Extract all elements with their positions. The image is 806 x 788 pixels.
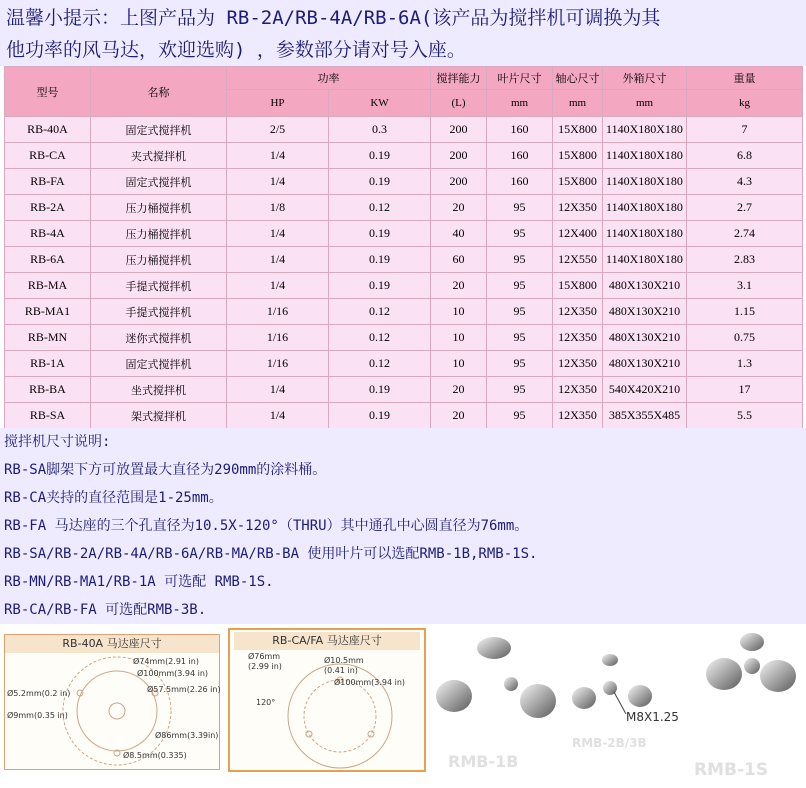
cell-model: RB-BA	[5, 377, 91, 403]
unit-box: mm	[603, 90, 687, 117]
cell-weight: 3.1	[687, 273, 803, 299]
cell-weight: 1.3	[687, 351, 803, 377]
table-row	[5, 195, 803, 221]
cell-weight: 5.5	[687, 403, 803, 429]
diagram-title: RB-CA/FA 马达座尺寸	[234, 632, 420, 650]
notice-line-1: 温馨小提示：上图产品为 RB-2A/RB-4A/RB-6A(该产品为搅拌机可调换为其	[6, 7, 661, 29]
cell-kw: 0.19	[329, 169, 431, 195]
cell-model: RB-MA	[5, 273, 91, 299]
cell-hp: 2/5	[227, 117, 329, 143]
cell-capacity: 10	[431, 325, 487, 351]
cell-hp: 1/8	[227, 195, 329, 221]
notice-line-2: 他功率的风马达，欢迎选购) ，参数部分请对号入座。	[6, 39, 466, 61]
notes-heading: 搅拌机尺寸说明:	[4, 434, 111, 450]
note-line: RB-SA脚架下方可放置最大直径为290mm的涂料桶。	[4, 462, 327, 478]
unit-weight: kg	[687, 90, 803, 117]
table-row	[5, 351, 803, 377]
cell-weight: 2.74	[687, 221, 803, 247]
cell-name: 压力桶搅拌机	[91, 195, 227, 221]
cell-box: 1140X180X180	[603, 221, 687, 247]
cell-capacity: 60	[431, 247, 487, 273]
cell-shaft: 12X550	[553, 247, 603, 273]
spec-table-body	[5, 117, 803, 429]
table-row	[5, 169, 803, 195]
cell-box: 385X355X485	[603, 403, 687, 429]
cell-shaft: 15X800	[553, 273, 603, 299]
cell-weight: 0.75	[687, 325, 803, 351]
cell-box: 480X130X210	[603, 273, 687, 299]
cell-hp: 1/4	[227, 273, 329, 299]
blade-photos	[426, 626, 806, 788]
cell-blade: 95	[487, 299, 553, 325]
dimension-label: Ø76mm	[248, 652, 281, 661]
cell-name: 坐式搅拌机	[91, 377, 227, 403]
table-row	[5, 247, 803, 273]
cell-hp: 1/4	[227, 403, 329, 429]
header-model: 型号	[5, 67, 91, 117]
table-row	[5, 117, 803, 143]
table-row	[5, 273, 803, 299]
cell-hp: 1/4	[227, 143, 329, 169]
cell-shaft: 12X350	[553, 351, 603, 377]
cell-shaft: 15X800	[553, 169, 603, 195]
header-weight: 重量	[687, 67, 803, 90]
note-line: RB-SA/RB-2A/RB-4A/RB-6A/RB-MA/RB-BA 使用叶片可以选配RMB-1B,RMB-1S.	[4, 546, 538, 562]
dimension-label: (0.41 in)	[324, 666, 358, 675]
cell-kw: 0.19	[329, 143, 431, 169]
cell-kw: 0.12	[329, 195, 431, 221]
header-name: 名称	[91, 67, 227, 117]
unit-shaft: mm	[553, 90, 603, 117]
cell-kw: 0.3	[329, 117, 431, 143]
cell-kw: 0.12	[329, 325, 431, 351]
cell-capacity: 20	[431, 377, 487, 403]
header-shaft-size: 轴心尺寸	[553, 67, 603, 90]
header-blade-size: 叶片尺寸	[487, 67, 553, 90]
dimension-label: Ø100mm(3.94 in)	[334, 678, 406, 687]
dimension-label: (2.99 in)	[248, 662, 282, 671]
cell-hp: 1/4	[227, 169, 329, 195]
cell-weight: 2.83	[687, 247, 803, 273]
cell-kw: 0.19	[329, 403, 431, 429]
cell-box: 480X130X210	[603, 351, 687, 377]
header-box-size: 外箱尺寸	[603, 67, 687, 90]
cell-blade: 95	[487, 221, 553, 247]
cell-weight: 4.3	[687, 169, 803, 195]
note-line: RB-FA 马达座的三个孔直径为10.5X-120°（THRU）其中通孔中心圆直径为76mm。	[4, 518, 529, 534]
cell-weight: 1.15	[687, 299, 803, 325]
cell-name: 手提式搅拌机	[91, 299, 227, 325]
table-row	[5, 221, 803, 247]
cell-box: 480X130X210	[603, 299, 687, 325]
cell-model: RB-6A	[5, 247, 91, 273]
cell-shaft: 12X350	[553, 403, 603, 429]
cell-shaft: 12X350	[553, 195, 603, 221]
cell-blade: 95	[487, 273, 553, 299]
cell-blade: 95	[487, 195, 553, 221]
cell-blade: 95	[487, 403, 553, 429]
motor-mount-diagram-rbca-fa	[228, 628, 426, 772]
cell-capacity: 200	[431, 143, 487, 169]
table-row	[5, 299, 803, 325]
cell-blade: 95	[487, 247, 553, 273]
notice-panel	[0, 0, 806, 66]
cell-model: RB-40A	[5, 117, 91, 143]
cell-model: RB-1A	[5, 351, 91, 377]
dimension-label: Ø57.5mm(2.26 in)	[147, 685, 221, 694]
note-line: RB-MN/RB-MA1/RB-1A 可选配 RMB-1S.	[4, 574, 274, 590]
cell-blade: 95	[487, 325, 553, 351]
cell-weight: 2.7	[687, 195, 803, 221]
cell-hp: 1/4	[227, 221, 329, 247]
cell-blade: 160	[487, 143, 553, 169]
cell-kw: 0.19	[329, 247, 431, 273]
cell-kw: 0.19	[329, 221, 431, 247]
header-capacity: 搅拌能力	[431, 67, 487, 90]
cell-kw: 0.12	[329, 351, 431, 377]
cell-name: 压力桶搅拌机	[91, 247, 227, 273]
cell-hp: 1/4	[227, 377, 329, 403]
note-line: RB-CA夹持的直径范围是1-25mm。	[4, 490, 223, 506]
cell-name: 夹式搅拌机	[91, 143, 227, 169]
cell-shaft: 12X350	[553, 299, 603, 325]
cell-kw: 0.19	[329, 377, 431, 403]
cell-capacity: 20	[431, 195, 487, 221]
unit-blade: mm	[487, 90, 553, 117]
cell-shaft: 15X800	[553, 117, 603, 143]
table-row	[5, 377, 803, 403]
cell-box: 1140X180X180	[603, 247, 687, 273]
cell-blade: 160	[487, 117, 553, 143]
diagram-title: RB-40A 马达座尺寸	[5, 635, 219, 653]
cell-box: 1140X180X180	[603, 143, 687, 169]
cell-weight: 17	[687, 377, 803, 403]
dimension-label: Ø86mm(3.39in)	[155, 731, 219, 740]
cell-weight: 7	[687, 117, 803, 143]
dimension-label: Ø100mm(3.94 in)	[137, 669, 209, 678]
cell-capacity: 40	[431, 221, 487, 247]
cell-blade: 95	[487, 351, 553, 377]
note-line: RB-CA/RB-FA 可选配RMB-3B.	[4, 602, 207, 618]
cell-kw: 0.19	[329, 273, 431, 299]
cell-name: 手提式搅拌机	[91, 273, 227, 299]
angle-label: 120°	[256, 698, 276, 707]
header-power: 功率	[227, 67, 431, 90]
cell-kw: 0.12	[329, 299, 431, 325]
cell-capacity: 200	[431, 117, 487, 143]
blade-label-rmb-1s: RMB-1S	[694, 760, 769, 780]
unit-kw: KW	[329, 90, 431, 117]
cell-model: RB-2A	[5, 195, 91, 221]
cell-name: 压力桶搅拌机	[91, 221, 227, 247]
cell-box: 1140X180X180	[603, 117, 687, 143]
cell-blade: 95	[487, 377, 553, 403]
cell-capacity: 10	[431, 351, 487, 377]
cell-capacity: 10	[431, 299, 487, 325]
cell-capacity: 20	[431, 403, 487, 429]
cell-model: RB-CA	[5, 143, 91, 169]
cell-box: 1140X180X180	[603, 195, 687, 221]
cell-model: RB-4A	[5, 221, 91, 247]
dimension-label: Ø8.5mm(0.335)	[123, 751, 187, 760]
cell-hp: 1/16	[227, 325, 329, 351]
cell-capacity: 20	[431, 273, 487, 299]
cell-name: 架式搅拌机	[91, 403, 227, 429]
unit-capacity: (L)	[431, 90, 487, 117]
cell-model: RB-MA1	[5, 299, 91, 325]
cell-name: 迷你式搅拌机	[91, 325, 227, 351]
cell-model: RB-FA	[5, 169, 91, 195]
cell-shaft: 15X800	[553, 143, 603, 169]
header-row	[5, 67, 803, 90]
table-row	[5, 143, 803, 169]
cell-name: 固定式搅拌机	[91, 169, 227, 195]
unit-hp: HP	[227, 90, 329, 117]
blade-label-rmb-2b-3b: RMB-2B/3B	[572, 736, 647, 750]
cell-hp: 1/16	[227, 351, 329, 377]
cell-name: 固定式搅拌机	[91, 351, 227, 377]
cell-shaft: 12X350	[553, 377, 603, 403]
cell-box: 540X420X210	[603, 377, 687, 403]
blade-label-rmb-1b: RMB-1B	[448, 752, 519, 771]
cell-blade: 160	[487, 169, 553, 195]
dimension-label: Ø74mm(2.91 in)	[133, 657, 199, 666]
cell-shaft: 12X400	[553, 221, 603, 247]
table-row	[5, 403, 803, 429]
cell-model: RB-MN	[5, 325, 91, 351]
dimension-label: Ø9mm(0.35 in)	[7, 711, 68, 720]
cell-box: 1140X180X180	[603, 169, 687, 195]
thread-label: M8X1.25	[626, 710, 679, 724]
dimension-label: Ø5.2mm(0.2 in)	[7, 689, 71, 698]
cell-box: 480X130X210	[603, 325, 687, 351]
notes-panel	[0, 428, 806, 624]
cell-hp: 1/16	[227, 299, 329, 325]
cell-hp: 1/4	[227, 247, 329, 273]
motor-mount-diagram-rb40a	[4, 634, 220, 770]
cell-model: RB-SA	[5, 403, 91, 429]
spec-table	[4, 66, 803, 429]
cell-weight: 6.8	[687, 143, 803, 169]
cell-name: 固定式搅拌机	[91, 117, 227, 143]
table-row	[5, 325, 803, 351]
cell-shaft: 12X350	[553, 325, 603, 351]
cell-capacity: 200	[431, 169, 487, 195]
dimension-label: Ø10.5mm	[324, 656, 364, 665]
